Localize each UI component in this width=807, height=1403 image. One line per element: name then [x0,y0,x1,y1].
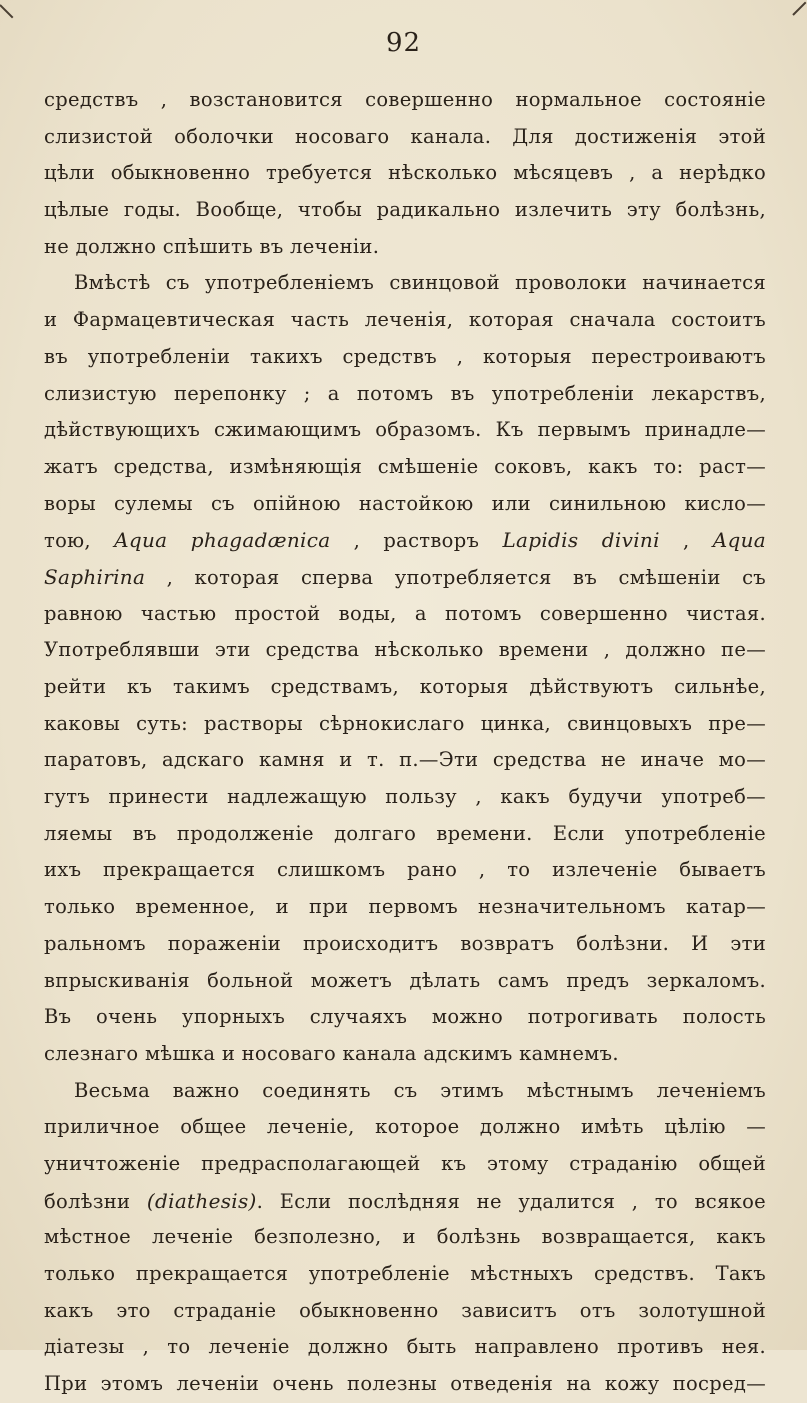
text-line-mixed [44,1183,766,1220]
text-line: въ употребленiи такихъ средствъ , которыя перестроиваютъ [44,344,766,368]
corner-fold-mark [0,4,13,18]
text-line: паратовъ, адскаго камня и т. п.—Эти средства не иначе мо— [44,748,766,772]
text-line: каковы суть: растворы сѣрнокислаго цинка, свинцовыхъ пре— [44,711,766,735]
paragraph [44,82,766,265]
text-line: средствъ , возстановится совершенно нормальное состоянiе [44,88,766,111]
text-line: мѣстное леченiе безполезно, и болѣзнь возвращается, какъ [44,1225,766,1249]
text-run: , которая сперва употребляется въ смѣшенiи съ [145,565,766,589]
latin-term: Aqua [712,528,766,553]
text-line: ихъ прекращается слишкомъ рано , то излеченiе бываетъ [44,858,766,882]
text-line: только прекращается употребленiе мѣстныхъ средствъ. Такъ [44,1262,766,1285]
text-line: слизистой оболочки носоваго канала. Для достиженiя этой [44,124,766,148]
text-line: ральномъ пораженiи происходитъ возвратъ болѣзни. И эти [44,931,766,955]
text-run: . Если послѣдняя не удалится , то всякое [256,1189,766,1213]
text-line: Употреблявши эти средства нѣсколько времени , должно пе— [44,638,766,662]
text-line: При этомъ леченiи очень полезны отведенiя на кожу посред— [44,1372,766,1396]
latin-term: Aqua phagadænica [114,528,331,553]
text-line: ляемы въ продолженiе долгаго времени. Если употребленiе [44,821,766,845]
text-line: впрыскиванiя больной можетъ дѣлать самъ предъ зеркаломъ. [44,968,766,992]
corner-fold-mark [792,2,806,16]
text-line: гутъ принести надлежащую пользу , какъ будучи употреб— [44,785,766,809]
text-line: жатъ средства, измѣняющiя смѣшенiе соковъ, какъ то: раст— [44,454,766,478]
text-line: Весьма важно соединять съ этимъ мѣстнымъ леченiемъ [74,1078,766,1102]
text-line: рейти къ такимъ средствамъ, которыя дѣйствуютъ сильнѣе, [44,675,766,698]
page-number: 92 [385,28,422,58]
text-line: цѣли обыкновенно требуется нѣсколько мѣсяцевъ , а нерѣдко [44,161,766,185]
text-run: болѣзни [44,1189,147,1213]
paragraph [44,1073,766,1403]
text-line: воры сулемы съ опiйною настойкою или синильною кисло— [44,491,766,515]
text-line: приличное общее леченiе, которое должно имѣть цѣлiю — [44,1115,766,1139]
text-line: Въ очень упорныхъ случаяхъ можно потрогивать полость [44,1005,766,1029]
text-run: , [659,529,713,553]
text-line: равною частью простой воды, а потомъ совершенно чистая. [44,601,766,625]
body-text [44,82,766,1403]
text-line: слизистую перепонку ; а потомъ въ употребленiи лекарствъ, [44,381,766,405]
text-line: уничтоженiе предрасполагающей къ этому страданiю общей [44,1151,766,1175]
latin-term: Saphirina [44,564,146,589]
text-line: только временное, и при первомъ незначительномъ катар— [44,895,766,919]
paragraph [44,265,766,1072]
text-line-mixed [44,559,766,596]
text-line: слезнаго мѣшка и носоваго канала адскимъ камнемъ. [44,1041,619,1065]
text-line: дѣйствующихъ сжимающимъ образомъ. Къ первымъ принадле— [44,418,766,442]
text-line-mixed [44,522,766,559]
text-run: тою, [44,529,115,553]
latin-term: (diathesis) [146,1188,257,1213]
text-line: дiатезы , то леченiе должно быть направлено противъ нея. [44,1335,766,1359]
text-line: какъ это страданiе обыкновенно зависитъ отъ золотушной [44,1298,766,1322]
latin-term: Lapidis divini [502,528,660,553]
text-line: и Фармацевтическая часть леченiя, которая сначала состоитъ [44,308,766,332]
text-line: цѣлые годы. Вообще, чтобы радикально излечить эту болѣзнь, [44,198,766,222]
text-line: не должно спѣшить въ леченiи. [44,234,380,258]
text-run: , растворъ [330,529,503,553]
text-line: Вмѣстѣ съ употребленiемъ свинцовой проволоки начинается [74,271,766,295]
